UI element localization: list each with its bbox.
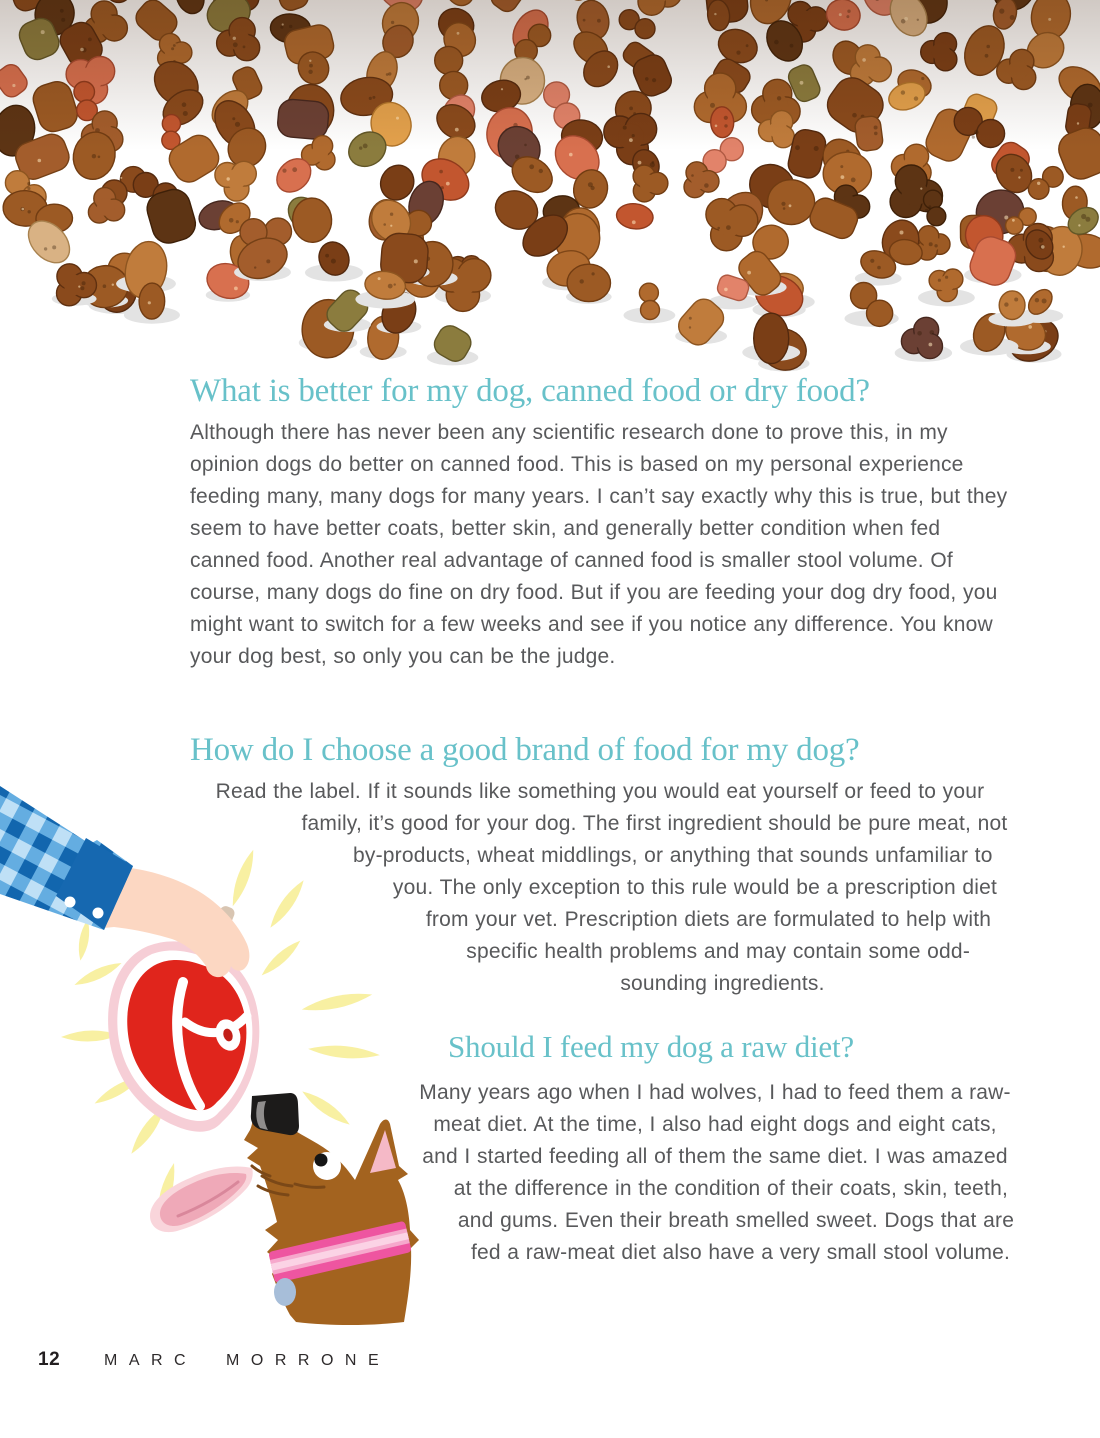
hand-feeding-dog-illustration — [0, 778, 470, 1348]
cuff-button — [65, 897, 76, 908]
kibble-photo — [0, 0, 1100, 372]
answer-paragraph-good-brand: Read the label. If it sounds like something you would eat yourself or feed to your family, it’s good for your dog. The first ingredient should be pure meat, not by-products, wheat middlings, or anything that sounds unfamiliar to you. The only exception to this rule would be a prescription diet from your vet. Prescription diets are formulated to help with specific health problems and may contain some odd-sounding ingredients. — [190, 776, 1010, 1000]
collar-tag — [274, 1278, 296, 1306]
answer-paragraph-canned-vs-dry: Although there has never been any scientific research done to prove this, in my opinion dogs do better on canned food. This is based on my personal experience feeding many, many dogs for many years. I can’t say exactly why this is true, but they seem to have better coats, better skin, and generally better condition when fed canned food. Another real advantage of canned food is smaller stool volume. Of course, many dogs do fine on dry food. But if you are feeding your dog dry food, you might want to switch for a few weeks and see if you notice any difference. You know your dog best, so only you can be the judge. — [190, 421, 1008, 668]
answer-paragraph-raw-diet: Many years ago when I had wolves, I had to feed them a raw-meat diet. At the time, I also had eight dogs and eight cats, and I started feeding all of them the same diet. I was amazed at the difference in the condition of their coats, skin, teeth, and gums. Even their breath smelled sweet. Dogs that are fed a raw-meat diet also have a very small stool volume. — [415, 1077, 1015, 1302]
question-heading-good-brand: How do I choose a good brand of food for my dog? — [190, 732, 860, 768]
question-heading-canned-vs-dry: What is better for my dog, canned food or dry food? — [190, 373, 870, 409]
question-heading-raw-diet: Should I feed my dog a raw diet? — [448, 1029, 854, 1064]
cuff-button — [93, 908, 104, 919]
dog-tongue — [150, 1166, 253, 1232]
running-header: MARC MORRONE — [104, 1352, 391, 1369]
plaid-sleeve — [0, 786, 133, 930]
page-number: 12 — [38, 1349, 61, 1370]
